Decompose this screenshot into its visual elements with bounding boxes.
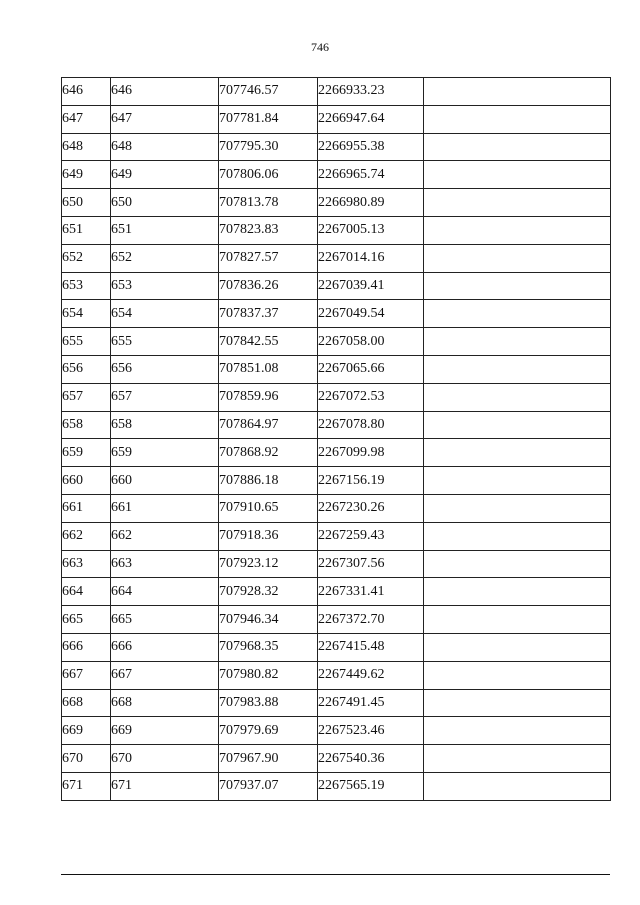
point-id-cell: 649 xyxy=(111,161,219,189)
table-row xyxy=(62,105,611,133)
x-coordinate-cell: 707979.69 xyxy=(219,717,318,745)
y-coordinate-cell: 2266955.38 xyxy=(318,133,424,161)
note-cell xyxy=(424,772,611,800)
point-id-cell: 656 xyxy=(111,355,219,383)
table-row xyxy=(62,578,611,606)
note-cell xyxy=(424,216,611,244)
x-coordinate-cell: 707813.78 xyxy=(219,189,318,217)
x-coordinate-cell: 707781.84 xyxy=(219,105,318,133)
point-id-cell: 658 xyxy=(111,411,219,439)
note-cell xyxy=(424,745,611,773)
x-coordinate-cell: 707836.26 xyxy=(219,272,318,300)
point-id-cell: 662 xyxy=(111,522,219,550)
table-row xyxy=(62,717,611,745)
point-id-cell: 671 xyxy=(111,772,219,800)
x-coordinate-cell: 707937.07 xyxy=(219,772,318,800)
row-number-cell: 650 xyxy=(62,189,111,217)
point-id-cell: 655 xyxy=(111,328,219,356)
note-cell xyxy=(424,272,611,300)
table-row xyxy=(62,606,611,634)
x-coordinate-cell: 707980.82 xyxy=(219,661,318,689)
x-coordinate-cell: 707918.36 xyxy=(219,522,318,550)
point-id-cell: 647 xyxy=(111,105,219,133)
row-number-cell: 649 xyxy=(62,161,111,189)
table-row xyxy=(62,439,611,467)
row-number-cell: 670 xyxy=(62,745,111,773)
table-row xyxy=(62,300,611,328)
note-cell xyxy=(424,606,611,634)
note-cell xyxy=(424,550,611,578)
point-id-cell: 667 xyxy=(111,661,219,689)
y-coordinate-cell: 2267372.70 xyxy=(318,606,424,634)
row-number-cell: 665 xyxy=(62,606,111,634)
x-coordinate-cell: 707983.88 xyxy=(219,689,318,717)
point-id-cell: 668 xyxy=(111,689,219,717)
note-cell xyxy=(424,467,611,495)
x-coordinate-cell: 707967.90 xyxy=(219,745,318,773)
row-number-cell: 647 xyxy=(62,105,111,133)
x-coordinate-cell: 707910.65 xyxy=(219,494,318,522)
note-cell xyxy=(424,689,611,717)
y-coordinate-cell: 2267039.41 xyxy=(318,272,424,300)
point-id-cell: 651 xyxy=(111,216,219,244)
coordinate-table xyxy=(61,77,611,801)
note-cell xyxy=(424,355,611,383)
table-row xyxy=(62,355,611,383)
y-coordinate-cell: 2267005.13 xyxy=(318,216,424,244)
point-id-cell: 652 xyxy=(111,244,219,272)
x-coordinate-cell: 707868.92 xyxy=(219,439,318,467)
table-row xyxy=(62,522,611,550)
y-coordinate-cell: 2267156.19 xyxy=(318,467,424,495)
row-number-cell: 653 xyxy=(62,272,111,300)
note-cell xyxy=(424,133,611,161)
table-row xyxy=(62,772,611,800)
row-number-cell: 667 xyxy=(62,661,111,689)
row-number-cell: 652 xyxy=(62,244,111,272)
x-coordinate-cell: 707923.12 xyxy=(219,550,318,578)
y-coordinate-cell: 2267523.46 xyxy=(318,717,424,745)
x-coordinate-cell: 707968.35 xyxy=(219,633,318,661)
table-row xyxy=(62,383,611,411)
y-coordinate-cell: 2267449.62 xyxy=(318,661,424,689)
x-coordinate-cell: 707837.37 xyxy=(219,300,318,328)
y-coordinate-cell: 2267230.26 xyxy=(318,494,424,522)
row-number-cell: 669 xyxy=(62,717,111,745)
note-cell xyxy=(424,244,611,272)
y-coordinate-cell: 2266933.23 xyxy=(318,78,424,106)
row-number-cell: 662 xyxy=(62,522,111,550)
y-coordinate-cell: 2267540.36 xyxy=(318,745,424,773)
y-coordinate-cell: 2267415.48 xyxy=(318,633,424,661)
table-row xyxy=(62,216,611,244)
point-id-cell: 648 xyxy=(111,133,219,161)
note-cell xyxy=(424,411,611,439)
row-number-cell: 671 xyxy=(62,772,111,800)
row-number-cell: 656 xyxy=(62,355,111,383)
row-number-cell: 660 xyxy=(62,467,111,495)
table-row xyxy=(62,411,611,439)
table-row xyxy=(62,272,611,300)
table-row xyxy=(62,550,611,578)
note-cell xyxy=(424,578,611,606)
x-coordinate-cell: 707842.55 xyxy=(219,328,318,356)
row-number-cell: 659 xyxy=(62,439,111,467)
y-coordinate-cell: 2267072.53 xyxy=(318,383,424,411)
row-number-cell: 661 xyxy=(62,494,111,522)
row-number-cell: 648 xyxy=(62,133,111,161)
note-cell xyxy=(424,383,611,411)
y-coordinate-cell: 2267307.56 xyxy=(318,550,424,578)
note-cell xyxy=(424,300,611,328)
table-row xyxy=(62,133,611,161)
y-coordinate-cell: 2266947.64 xyxy=(318,105,424,133)
y-coordinate-cell: 2267491.45 xyxy=(318,689,424,717)
note-cell xyxy=(424,494,611,522)
row-number-cell: 666 xyxy=(62,633,111,661)
table-row xyxy=(62,467,611,495)
note-cell xyxy=(424,439,611,467)
x-coordinate-cell: 707886.18 xyxy=(219,467,318,495)
table-row xyxy=(62,78,611,106)
point-id-cell: 663 xyxy=(111,550,219,578)
x-coordinate-cell: 707806.06 xyxy=(219,161,318,189)
row-number-cell: 664 xyxy=(62,578,111,606)
note-cell xyxy=(424,717,611,745)
table-row xyxy=(62,661,611,689)
point-id-cell: 669 xyxy=(111,717,219,745)
x-coordinate-cell: 707827.57 xyxy=(219,244,318,272)
y-coordinate-cell: 2267058.00 xyxy=(318,328,424,356)
point-id-cell: 665 xyxy=(111,606,219,634)
point-id-cell: 646 xyxy=(111,78,219,106)
table-row xyxy=(62,633,611,661)
row-number-cell: 651 xyxy=(62,216,111,244)
point-id-cell: 654 xyxy=(111,300,219,328)
y-coordinate-cell: 2267014.16 xyxy=(318,244,424,272)
point-id-cell: 653 xyxy=(111,272,219,300)
page-number: 746 xyxy=(311,40,329,54)
note-cell xyxy=(424,189,611,217)
note-cell xyxy=(424,633,611,661)
note-cell xyxy=(424,161,611,189)
y-coordinate-cell: 2266965.74 xyxy=(318,161,424,189)
coordinate-table-body xyxy=(62,78,611,801)
note-cell xyxy=(424,78,611,106)
y-coordinate-cell: 2267078.80 xyxy=(318,411,424,439)
y-coordinate-cell: 2267099.98 xyxy=(318,439,424,467)
x-coordinate-cell: 707851.08 xyxy=(219,355,318,383)
note-cell xyxy=(424,522,611,550)
row-number-cell: 655 xyxy=(62,328,111,356)
x-coordinate-cell: 707946.34 xyxy=(219,606,318,634)
table-row xyxy=(62,745,611,773)
y-coordinate-cell: 2267331.41 xyxy=(318,578,424,606)
row-number-cell: 654 xyxy=(62,300,111,328)
y-coordinate-cell: 2267565.19 xyxy=(318,772,424,800)
x-coordinate-cell: 707859.96 xyxy=(219,383,318,411)
y-coordinate-cell: 2267065.66 xyxy=(318,355,424,383)
x-coordinate-cell: 707795.30 xyxy=(219,133,318,161)
table-row xyxy=(62,494,611,522)
point-id-cell: 670 xyxy=(111,745,219,773)
row-number-cell: 646 xyxy=(62,78,111,106)
note-cell xyxy=(424,328,611,356)
y-coordinate-cell: 2267259.43 xyxy=(318,522,424,550)
table-row xyxy=(62,244,611,272)
footer-rule xyxy=(61,874,610,875)
point-id-cell: 661 xyxy=(111,494,219,522)
point-id-cell: 664 xyxy=(111,578,219,606)
y-coordinate-cell: 2267049.54 xyxy=(318,300,424,328)
point-id-cell: 666 xyxy=(111,633,219,661)
point-id-cell: 650 xyxy=(111,189,219,217)
x-coordinate-cell: 707746.57 xyxy=(219,78,318,106)
row-number-cell: 658 xyxy=(62,411,111,439)
x-coordinate-cell: 707864.97 xyxy=(219,411,318,439)
note-cell xyxy=(424,105,611,133)
point-id-cell: 659 xyxy=(111,439,219,467)
point-id-cell: 660 xyxy=(111,467,219,495)
row-number-cell: 663 xyxy=(62,550,111,578)
y-coordinate-cell: 2266980.89 xyxy=(318,189,424,217)
point-id-cell: 657 xyxy=(111,383,219,411)
table-row xyxy=(62,689,611,717)
row-number-cell: 668 xyxy=(62,689,111,717)
table-row xyxy=(62,328,611,356)
x-coordinate-cell: 707823.83 xyxy=(219,216,318,244)
x-coordinate-cell: 707928.32 xyxy=(219,578,318,606)
table-row xyxy=(62,161,611,189)
table-row xyxy=(62,189,611,217)
row-number-cell: 657 xyxy=(62,383,111,411)
note-cell xyxy=(424,661,611,689)
